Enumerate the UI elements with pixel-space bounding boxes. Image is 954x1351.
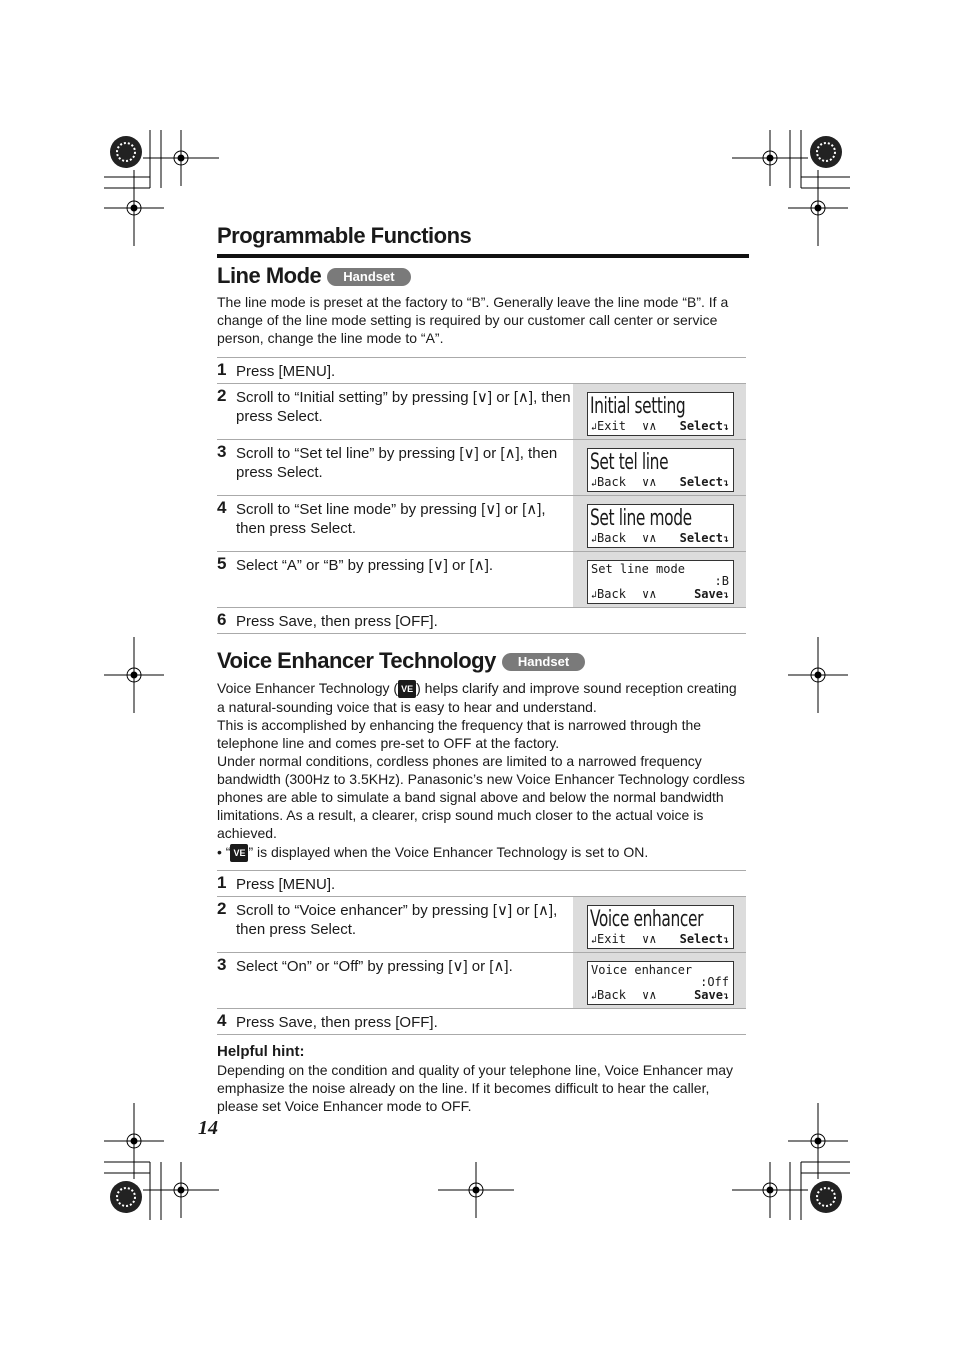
ve-bullet-pre: • “ [217,844,231,860]
return-arrow-icon: ↲ [591,534,598,545]
lcd-right-label: Select [679,475,723,489]
ve-icon: VE [398,680,416,698]
lcd-title: Set tel line [590,450,669,475]
line-mode-heading [217,263,411,289]
step-row [217,1008,746,1035]
step-number: 2 [217,899,227,918]
ve-para1-post: ) helps clarify and improve sound reception creating a natural-sounding voice that is easy to hear and understand. [217,680,737,716]
lcd-left-softkey [591,419,626,433]
return-arrow-icon: ↲ [591,422,598,433]
step-number: 3 [217,442,227,461]
lcd-left-softkey [591,932,626,946]
lcd-line2: :B [714,574,729,588]
step-text: Press Save, then press [OFF]. [236,1014,438,1031]
step-text: Scroll to “Set tel line” by pressing [∨] or [∧], then press Select. [236,445,558,481]
heading-rule [217,254,749,258]
enter-arrow-icon: ↴ [722,534,729,545]
lcd-line2: :Off [700,975,729,989]
lcd-title: Initial setting [590,394,686,419]
page-heading: Programmable Functions [217,223,472,248]
enter-arrow-icon: ↴ [722,422,729,433]
enter-arrow-icon: ↴ [722,991,729,1002]
lcd-line1: Set line mode [591,562,685,576]
step-number: 4 [217,1011,227,1030]
lcd-display [587,905,734,949]
step-number: 2 [217,386,227,405]
step-row [217,896,746,953]
step-row [217,952,746,1009]
lcd-title: Set line mode [590,506,692,531]
return-arrow-icon: ↲ [591,935,598,946]
step-number: 1 [217,360,227,379]
lcd-scroll-indicator: ∨∧ [642,419,657,433]
lcd-scroll-indicator: ∨∧ [642,988,657,1002]
lcd-right-softkey [694,988,729,1002]
lcd-left-softkey [591,587,626,601]
step-row [217,551,746,608]
steps-end-rule [217,1034,746,1035]
lcd-left-label: Back [597,587,626,601]
steps-end-rule [217,633,746,634]
hint-text: Depending on the condition and quality of your telephone line, Voice Enhancer may emphasize the noise already on the line. If it becomes difficult to hear the caller, please set Voice Enhancer mode to OFF. [217,1062,734,1114]
lcd-right-softkey [680,475,729,489]
lcd-display [587,961,734,1005]
lcd-scroll-indicator: ∨∧ [642,587,657,601]
ve-icon-bullet: VE [230,844,248,862]
handset-badge-2: Handset [502,653,585,671]
step-number: 3 [217,955,227,974]
lcd-right-label: Select [679,531,723,545]
ve-bullet [217,843,745,862]
voice-enhancer-description [217,679,745,842]
step-row [217,439,746,496]
lcd-left-label: Exit [597,932,626,946]
step-text: Press Save, then press [OFF]. [236,613,438,630]
step-text: Scroll to “Voice enhancer” by pressing [∨] or [∧], then press Select. [236,902,558,938]
step-row [217,357,746,384]
lcd-left-softkey [591,475,626,489]
line-mode-intro: The line mode is preset at the factory to “B”. Generally leave the line mode “B”. If a change of the line mode setting is required by our customer call center or service person, change the line mode to “A”. [217,294,729,346]
lcd-display [587,392,734,436]
lcd-line1: Voice enhancer [591,963,693,977]
lcd-right-label: Select [679,419,723,433]
voice-enhancer-heading [217,648,585,674]
step-text: Press [MENU]. [236,363,336,380]
hint-title: Helpful hint: [217,1043,305,1060]
lcd-scroll-indicator: ∨∧ [642,475,657,489]
ve-bullet-post: ” is displayed when the Voice Enhancer Technology is set to ON. [248,844,649,860]
step-number: 1 [217,873,227,892]
step-text: Select “A” or “B” by pressing [∨] or [∧]. [236,557,494,574]
return-arrow-icon: ↲ [591,478,598,489]
lcd-right-label: Save [694,587,723,601]
step-row [217,870,746,897]
page-number: 14 [198,1117,218,1139]
lcd-left-label: Back [597,475,626,489]
lcd-left-softkey [591,531,626,545]
step-number: 4 [217,498,227,517]
step-row [217,383,746,440]
lcd-scroll-indicator: ∨∧ [642,932,657,946]
step-text: Select “On” or “Off” by pressing [∨] or [∧]. [236,958,513,975]
step-row [217,495,746,552]
step-number: 5 [217,554,227,573]
lcd-right-softkey [680,531,729,545]
ve-para2: This is accomplished by enhancing the frequency that is narrowed through the telephone line and comes pre-set to OFF at the factory. [217,717,702,752]
lcd-left-label: Back [597,988,626,1002]
voice-enhancer-title: Voice Enhancer Technology [217,648,496,673]
enter-arrow-icon: ↴ [722,935,729,946]
lcd-right-softkey [680,932,729,946]
step-text: Scroll to “Initial setting” by pressing [∨] or [∧], then press Select. [236,389,571,425]
ve-para1-pre: Voice Enhancer Technology ( [217,680,399,696]
lcd-left-softkey [591,988,626,1002]
lcd-right-label: Select [679,932,723,946]
lcd-right-label: Save [694,988,723,1002]
handset-badge: Handset [327,268,410,286]
lcd-display [587,560,734,604]
lcd-right-softkey [680,419,729,433]
lcd-right-softkey [694,587,729,601]
enter-arrow-icon: ↴ [722,590,729,601]
lcd-left-label: Exit [597,419,626,433]
lcd-title: Voice enhancer [590,907,704,932]
ve-para3: Under normal conditions, cordless phones are limited to a narrowed frequency bandwidth (300Hz to 3.5KHz). Panasonic’s new Voice Enhancer Technology cordless phones are able to simulate a band signal above and below the normal bandwidth limitations. As a result, a clearer, crisp sound much closer to the actual voice is achieved. [217,753,745,842]
lcd-scroll-indicator: ∨∧ [642,531,657,545]
lcd-display [587,448,734,492]
step-row [217,607,746,634]
step-text: Scroll to “Set line mode” by pressing [∨] or [∧], then press Select. [236,501,546,537]
return-arrow-icon: ↲ [591,991,598,1002]
line-mode-title: Line Mode [217,263,322,288]
lcd-display [587,504,734,548]
enter-arrow-icon: ↴ [722,478,729,489]
step-number: 6 [217,610,227,629]
lcd-left-label: Back [597,531,626,545]
step-text: Press [MENU]. [236,876,336,893]
return-arrow-icon: ↲ [591,590,598,601]
